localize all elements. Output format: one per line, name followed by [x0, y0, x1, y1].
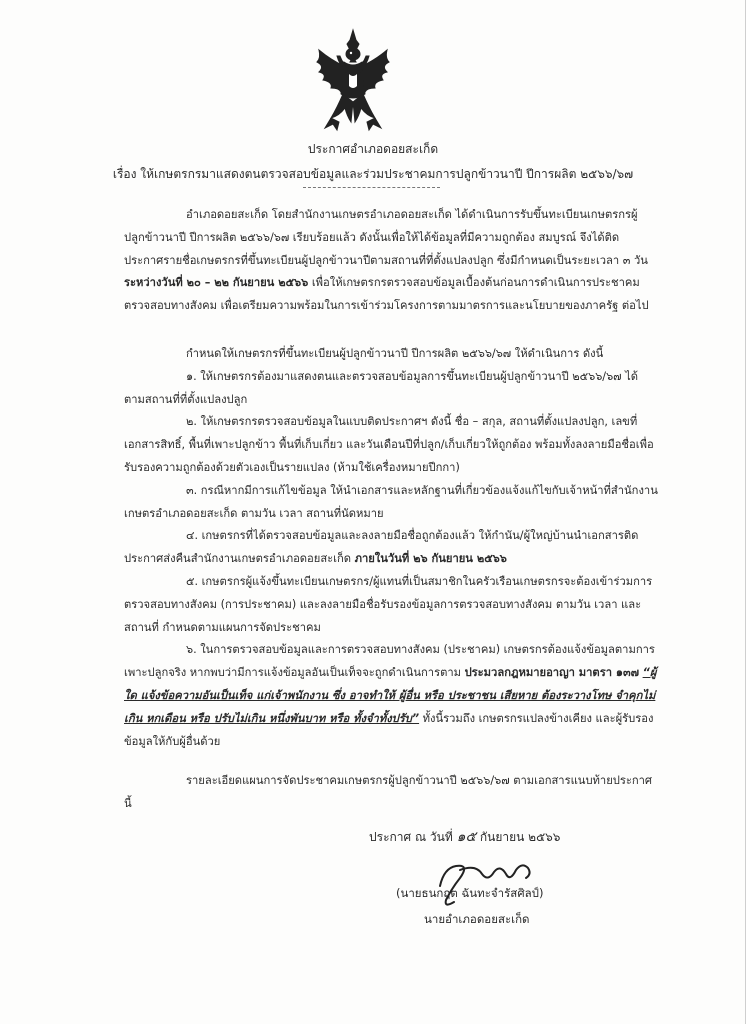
return-deadline: ภายในวันที่ ๒๖ กันยายน ๒๕๖๖	[354, 552, 507, 566]
announcement-subject: เรื่อง ให้เกษตรกรมาแสดงตนตรวจสอบข้อมูลและร่วมประชาคมการปลูกข้าวนาปี ปีการผลิต ๒๕๖๖/๖๗	[112, 167, 634, 181]
signer-position: นายอำเภอดอยสะเก็ด	[424, 912, 530, 926]
criminal-code-ref: ประมวลกฎหมายอาญา มาตรา ๑๓๗	[464, 666, 640, 680]
instructions-section	[124, 343, 658, 753]
instruction-item-4	[124, 525, 658, 571]
attachment-note: รายละเอียดแผนการจัดประชาคมเกษตรกรผู้ปลูกข้าวนาปี ๒๕๖๖/๖๗ ตามเอกสารแนบท้ายประกาศนี้	[124, 774, 653, 810]
intro-text-b: เพื่อให้เกษตรกรตรวจสอบข้อมูลเบื้องต้นก่อนการดำเนินการประชาคมตรวจสอบทางสังคม เพื่อเตรียมความพร้อมในการเข้าร่วมโครงการตามมาตรการและนโยบายของภาครัฐ ต่อไป	[124, 276, 649, 313]
item-4-text: ๔. เกษตรกรที่ได้ตรวจสอบข้อมูลและลงลายมือชื่อถูกต้องแล้ว ให้กำนัน/ผู้ใหญ่บ้านนำเอกสารติดประกาศส่งคืนสำนักงานเกษตรอำเภอดอยสะเก็ด	[124, 529, 639, 566]
announcement-date	[369, 826, 560, 848]
signer-name: (นายธนกฤต ฉันทะจำรัสศิลป์)	[396, 886, 544, 900]
instruction-item-6	[124, 639, 658, 753]
date-prefix: ประกาศ ณ วันที่	[369, 830, 453, 844]
handwritten-signature	[430, 848, 540, 920]
garuda-emblem	[313, 28, 393, 134]
instruction-item-3: ๓. กรณีหากมีการแก้ไขข้อมูล ให้นำเอกสารและหลักฐานที่เกี่ยวข้องแจ้งแก้ไขกับเจ้าหน้าที่สำนักงานเกษตรอำเภอดอยสะเก็ด ตามวัน เวลา สถานที่นัดหมาย	[124, 483, 658, 520]
instructions-heading: กำหนดให้เกษตรกรที่ขึ้นทะเบียนผู้ปลูกข้าวนาปี ปีการผลิต ๒๕๖๖/๖๗ ให้ดำเนินการ ดังนี้	[186, 347, 604, 360]
intro-text-a: อำเภอดอยสะเก็ด โดยสำนักงานเกษตรอำเภอดอยสะเก็ด ได้ดำเนินการรับขึ้นทะเบียนเกษตรกรผู้ปลูกข้าวนาปี ปีการผลิต ๒๕๖๖/๖๗ เรียบร้อยแล้ว ดังนั้นเพื่อให้ได้ข้อมูลที่มีความถูกต้อง สมบูรณ์ จึงได้ติดประกาศรายชื่อเกษตรกรที่ขึ้นทะเบียนผู้ปลูกข้าวนาปีตามสถานที่ที่ตั้งแปลงปลูก ซึ่งมีกำหนดเป็นระยะเวลา ๓ วัน	[124, 208, 648, 267]
announcement-title: ประกาศอำเภอดอยสะเก็ด	[307, 142, 439, 156]
display-period: ระหว่างวันที่ ๒๐ – ๒๒ กันยายน ๒๕๖๖	[124, 276, 309, 290]
instruction-item-5: ๕. เกษตรกรผู้แจ้งขึ้นทะเบียนเกษตรกร/ผู้แทนที่เป็นสมาชิกในครัวเรือนเกษตรกรจะต้องเข้าร่วมการตรวจสอบทางสังคม (การประชาคม) และลงลายมือชื่อรับรองข้อมูลการตรวจสอบทางสังคม ตามวัน เวลา และสถานที่ กำหนดตามแผนการจัดประชาคม	[124, 574, 653, 634]
date-day: ๑๕	[456, 829, 477, 845]
instruction-item-2: ๒. ให้เกษตรกรตรวจสอบข้อมูลในแบบติดประกาศฯ ดังนี้ ชื่อ – สกุล, สถานที่ตั้งแปลงปลูก, เลขที่เอกสารสิทธิ์, พื้นที่เพาะปลูกข้าว พื้นที่เก็บเกี่ยว และวันเดือนปีที่ปลูก/เก็บเกี่ยวให้ถูกต้อง พร้อมทั้งลงลายมือชื่อเพื่อรับรองความถูกต้องด้วยตัวเองเป็นรายแปลง (ห้ามใช้เครื่องหมายปีกกา)	[124, 415, 654, 474]
item-6-text: ๖. ในการตรวจสอบข้อมูลและการตรวจสอบทางสังคม (ประชาคม) เกษตรกรต้องแจ้งข้อมูลตามการเพาะปลูกจริง หากพบว่ามีการแจ้งข้อมูลอันเป็นเท็จจะถูกดำเนินการตาม	[124, 643, 655, 680]
paragraph-intro	[124, 204, 658, 318]
instruction-item-1: ๑. ให้เกษตรกรต้องมาแสดงตนและตรวจสอบข้อมูลการขึ้นทะเบียนผู้ปลูกข้าวนาปี ๒๕๖๖/๖๗ ได้ตามสถานที่ที่ตั้งแปลงปลูก	[124, 369, 639, 406]
date-month-year: กันยายน ๒๕๖๖	[479, 830, 561, 844]
paragraph-attachment	[124, 770, 658, 816]
item-6-text-b: ทั้งนี้รวมถึง เกษตรกรแปลงข้างเคียง และผู้รับรองข้อมูลให้กับผู้อื่นด้วย	[124, 711, 654, 748]
criminal-code-quote: “ผู้ใด แจ้งข้อความอันเป็นเท็จ แก่เจ้าพนักงาน ซึ่ง อาจทำให้ ผู้อื่น หรือ ประชาชน เสียหาย ต้องระวางโทษ จำคุกไม่เกิน หกเดือน หรือ ปรับไม่เกิน หนึ่งพันบาท หรือ ทั้งจำทั้งปรับ”	[124, 666, 657, 725]
title-divider	[303, 187, 440, 188]
